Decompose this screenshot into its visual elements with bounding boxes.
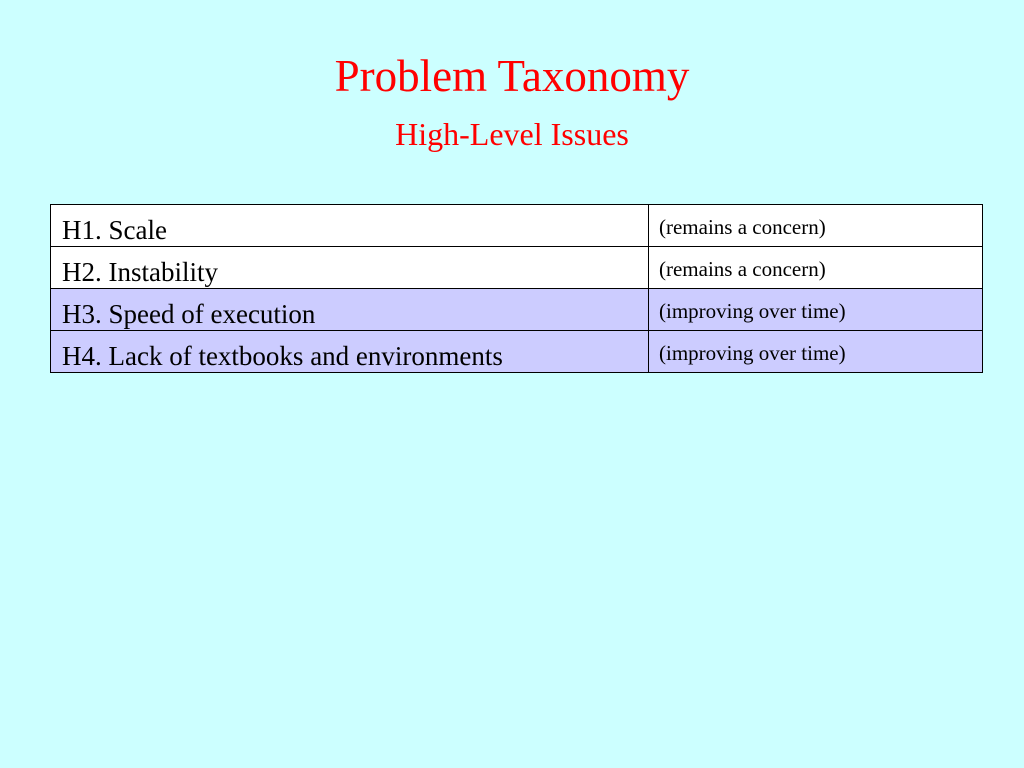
table-row <box>51 205 983 247</box>
status-cell: (remains a concern) <box>649 247 983 289</box>
table-row <box>51 331 983 373</box>
slide-subtitle: High-Level Issues <box>395 116 629 152</box>
issue-cell: H1. Scale <box>51 205 649 247</box>
issue-cell: H2. Instability <box>51 247 649 289</box>
issue-cell: H4. Lack of textbooks and environments <box>51 331 649 373</box>
table-row <box>51 247 983 289</box>
slide-title: Problem Taxonomy <box>334 51 690 101</box>
status-cell: (improving over time) <box>649 331 983 373</box>
issues-table <box>50 204 983 373</box>
status-cell: (improving over time) <box>649 289 983 331</box>
status-cell: (remains a concern) <box>649 205 983 247</box>
table-row <box>51 289 983 331</box>
issue-cell: H3. Speed of execution <box>51 289 649 331</box>
